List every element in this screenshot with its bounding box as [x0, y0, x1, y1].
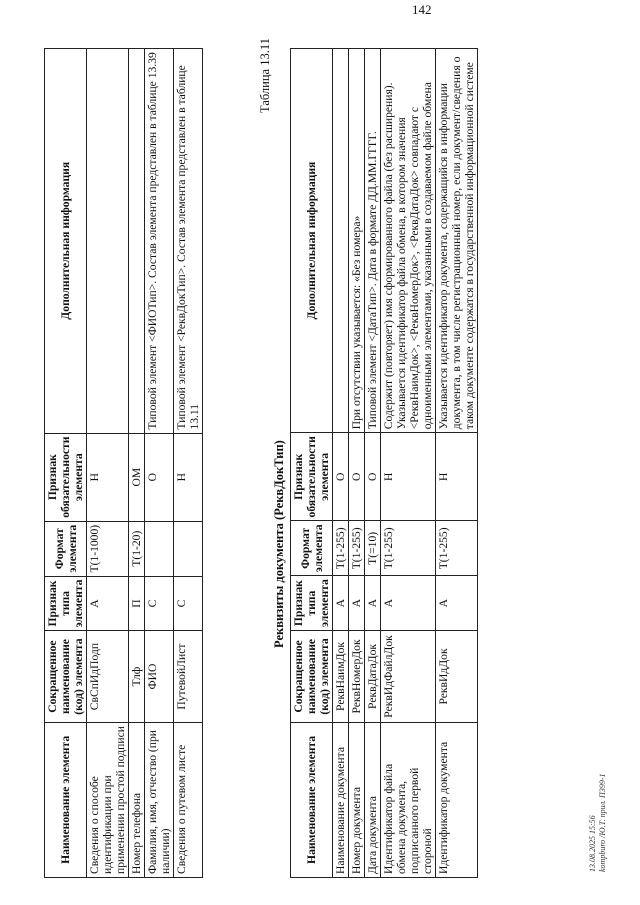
- header-cell: Наименование элемента: [45, 722, 87, 877]
- footer-note: kompburo /Ю.Т. прил. П399-1: [598, 773, 607, 872]
- table-cell: Н: [436, 433, 478, 521]
- table-cell: О: [145, 433, 174, 521]
- table-cell: РеквИдФайлДок: [381, 631, 436, 723]
- table-cell: Сведения о способе идентификации при применении простой подписи: [87, 722, 129, 877]
- table-continued: [44, 48, 203, 878]
- table-row: [365, 49, 381, 878]
- table-cell: Идентификатор файла обмена документа, подписанного первой стороной: [381, 722, 436, 877]
- table-cell: Н: [381, 433, 436, 521]
- table-cell: Типовой элемент <ФИОТип>. Состав элемента представлен в таблице 13.39: [145, 49, 174, 434]
- header-cell: Признак типа элемента: [291, 576, 333, 631]
- table-cell: ФИО: [145, 631, 174, 722]
- table-cell: Типовой элемент <ДатаТип>. Дата в формате ДД.ММ.ГГГГ.: [365, 49, 381, 433]
- table-cell: [87, 49, 129, 434]
- table-cell: РеквИдДок: [436, 631, 478, 723]
- footer-stamp: [588, 774, 608, 873]
- table-cell: СвСпИдПодп: [87, 631, 129, 722]
- table-cell: [174, 521, 203, 576]
- table-cell: Т(1-255): [381, 521, 436, 576]
- table-cell: Содержит (повторяет) имя сформированного файла (без расширения). Указывается идентификатор файла обмена, в котором значения <РеквНаимДок>, <РеквНомерДок>, <РеквДатаДок> совпадают с одноименными элементами, указанными в создаваемом файле обмена: [381, 49, 436, 433]
- table-cell: РеквНаимДок: [333, 631, 349, 723]
- table-title: Реквизиты документа (РеквДокТип): [272, 440, 286, 648]
- table-cell: Т(1-255): [333, 521, 349, 576]
- table-cell: А: [381, 576, 436, 631]
- table-cell: А: [365, 576, 381, 631]
- header-cell: Наименование элемента: [291, 722, 333, 877]
- header-cell: Признак обязательности элемента: [291, 433, 333, 521]
- table-cell: Номер телефона: [129, 722, 145, 877]
- table-cell: О: [365, 433, 381, 521]
- table-requisites: [290, 48, 478, 878]
- table-cell: РеквНомерДок: [349, 631, 365, 723]
- header-cell: Формат элемента: [45, 521, 87, 576]
- table-cell: При отсутствии указывается: «Без номера»: [349, 49, 365, 433]
- table-cell: П: [129, 576, 145, 631]
- table-cell: Идентификатор документа: [436, 722, 478, 877]
- header-cell: Дополнительная информация: [45, 49, 87, 434]
- table-cell: Тлф: [129, 631, 145, 722]
- table-number: Таблица 13.11: [258, 38, 272, 113]
- table-cell: С: [174, 576, 203, 631]
- table-cell: [129, 49, 145, 434]
- footer-date: 13.08.2025 15:56: [588, 815, 597, 872]
- table-cell: Указывается идентификатор документа, содержащийся в информации документа, в том числе регистрационный номер, если документ/сведения о таком документе содержатся в государственной информационной системе: [436, 49, 478, 433]
- table-cell: Т(1-20): [129, 521, 145, 576]
- table-cell: Наименование документа: [333, 722, 349, 877]
- table-cell: [145, 521, 174, 576]
- table-cell: А: [333, 576, 349, 631]
- table-row: [349, 49, 365, 878]
- header-cell: Сокращенное наименование (код) элемента: [291, 631, 333, 723]
- table-cell: ОМ: [129, 433, 145, 521]
- table-header-row: [291, 49, 333, 878]
- table-cell: Сведения о путевом листе: [174, 722, 203, 877]
- page-number: 142: [412, 2, 432, 17]
- table-cell: Дата документа: [365, 722, 381, 877]
- table-cell: О: [333, 433, 349, 521]
- header-cell: Сокращенное наименование (код) элемента: [45, 631, 87, 722]
- table-cell: А: [349, 576, 365, 631]
- table-header-row: [45, 49, 87, 878]
- rotated-content: [22, 18, 622, 878]
- table-cell: А: [87, 576, 129, 631]
- table-row: [174, 49, 203, 878]
- table-cell: ПутевойЛист: [174, 631, 203, 722]
- table-cell: Т(1-1000): [87, 521, 129, 576]
- header-cell: Признак обязательности элемента: [45, 433, 87, 521]
- table-cell: Т(1-255): [349, 521, 365, 576]
- table-cell: Н: [87, 433, 129, 521]
- table-cell: Номер документа: [349, 722, 365, 877]
- table-cell: С: [145, 576, 174, 631]
- table-cell: Т(1-255): [436, 521, 478, 576]
- header-cell: Дополнительная информация: [291, 49, 333, 433]
- header-cell: Формат элемента: [291, 521, 333, 576]
- header-cell: Признак типа элемента: [45, 576, 87, 631]
- table-row: [333, 49, 349, 878]
- table-cell: Фамилия, имя, отчество (при наличии): [145, 722, 174, 877]
- table-cell: РеквДатаДок: [365, 631, 381, 723]
- table-row: [436, 49, 478, 878]
- table-row: [87, 49, 129, 878]
- table-cell: [333, 49, 349, 433]
- table-cell: А: [436, 576, 478, 631]
- table-row: [381, 49, 436, 878]
- table-cell: Н: [174, 433, 203, 521]
- table-cell: О: [349, 433, 365, 521]
- table-row: [145, 49, 174, 878]
- table-cell: Т(=10): [365, 521, 381, 576]
- table-row: [129, 49, 145, 878]
- table-cell: Типовой элемент <РеквДокТип>. Состав элемента представлен в таблице 13.11: [174, 49, 203, 434]
